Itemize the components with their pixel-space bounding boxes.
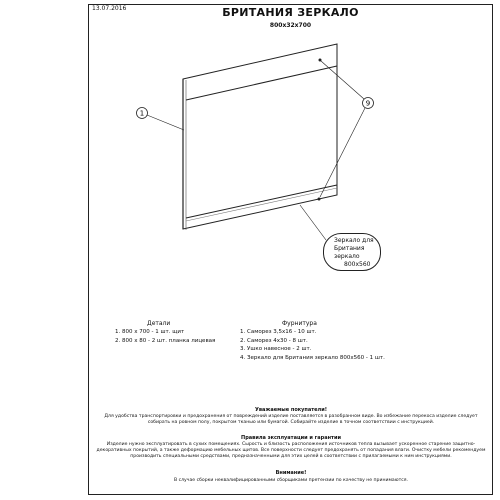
rules-text: Изделие нужно эксплуатировать в сухих помещениях. Сырость и близость расположения источников тепла вызывает ускоренное старение защитно-декоративных покрытий, а также деформацию мебельных щитов. Все поверхности следует предохранять от попадания влаги. Очистку мебели рекомендуем производить специальными средствами, предназначенными для этих целей в соответствии с прилагаемыми к ним инструкциями.: [96, 442, 486, 460]
hook-bottom: [318, 198, 321, 201]
top-strip-bottom-edge: [186, 66, 337, 100]
document-date: 13.07.2016: [92, 5, 127, 12]
callout-hook-leader-bottom: [320, 108, 365, 197]
attention-text: В случае сборки неквалифицированными сборщиками претензии по качеству не принимаются.: [173, 478, 409, 483]
mirror-note-line: Зеркало для: [334, 237, 374, 244]
details-heading: Детали: [147, 320, 171, 327]
callout-panel-number: 1: [139, 109, 145, 118]
hardware-heading: Фурнитура: [282, 320, 317, 327]
list-item: 2. Саморез 4х30 - 8 шт.: [240, 337, 308, 344]
mirror-panel-back: [183, 44, 337, 229]
mirror-note-line: зеркало: [334, 253, 360, 260]
hardware-list: [240, 328, 385, 362]
callout-hook-leader-top: [321, 61, 364, 99]
bottom-strip-top-edge: [186, 185, 337, 218]
list-item: 2. 800 х 80 - 2 шт. планка лицевая: [115, 337, 216, 344]
list-item: 1. 800 х 700 - 1 шт. щит: [115, 329, 185, 335]
bottom-strip-shadow: [186, 188, 337, 221]
callout-hook-number: 9: [365, 99, 371, 108]
notice-heading: Уважаемые покупатели!: [255, 407, 327, 413]
product-dimensions: 800x32x700: [269, 22, 312, 29]
mirror-note-line: Британия: [334, 245, 365, 252]
notice-transport: Для удобства транспортировки и предохранения от повреждений изделие поставляется в разобранном виде. Во избежание перекоса изделие следует собирать на ровном полу, покрытом тканью или бумагой. Собирайте изделие в точном соответствии с инструкцией.: [104, 414, 478, 426]
attention-heading: Внимание!: [275, 470, 307, 476]
list-item: 3. Ушко навесное - 2 шт.: [240, 346, 312, 352]
product-title: БРИТАНИЯ ЗЕРКАЛО: [222, 6, 359, 19]
rules-heading: Правила эксплуатации и гарантии: [241, 435, 341, 441]
callout-panel-leader: [147, 115, 184, 130]
mirror-note-leader: [300, 205, 326, 240]
list-item: 4. Зеркало для Британия зеркало 800х560 - 1 шт.: [240, 354, 385, 361]
mirror-note-line: 800x560: [344, 261, 371, 268]
list-item: 1. Саморез 3,5х16 - 10 шт.: [240, 329, 317, 335]
details-list: [115, 328, 215, 345]
mirror-note: [323, 233, 381, 271]
